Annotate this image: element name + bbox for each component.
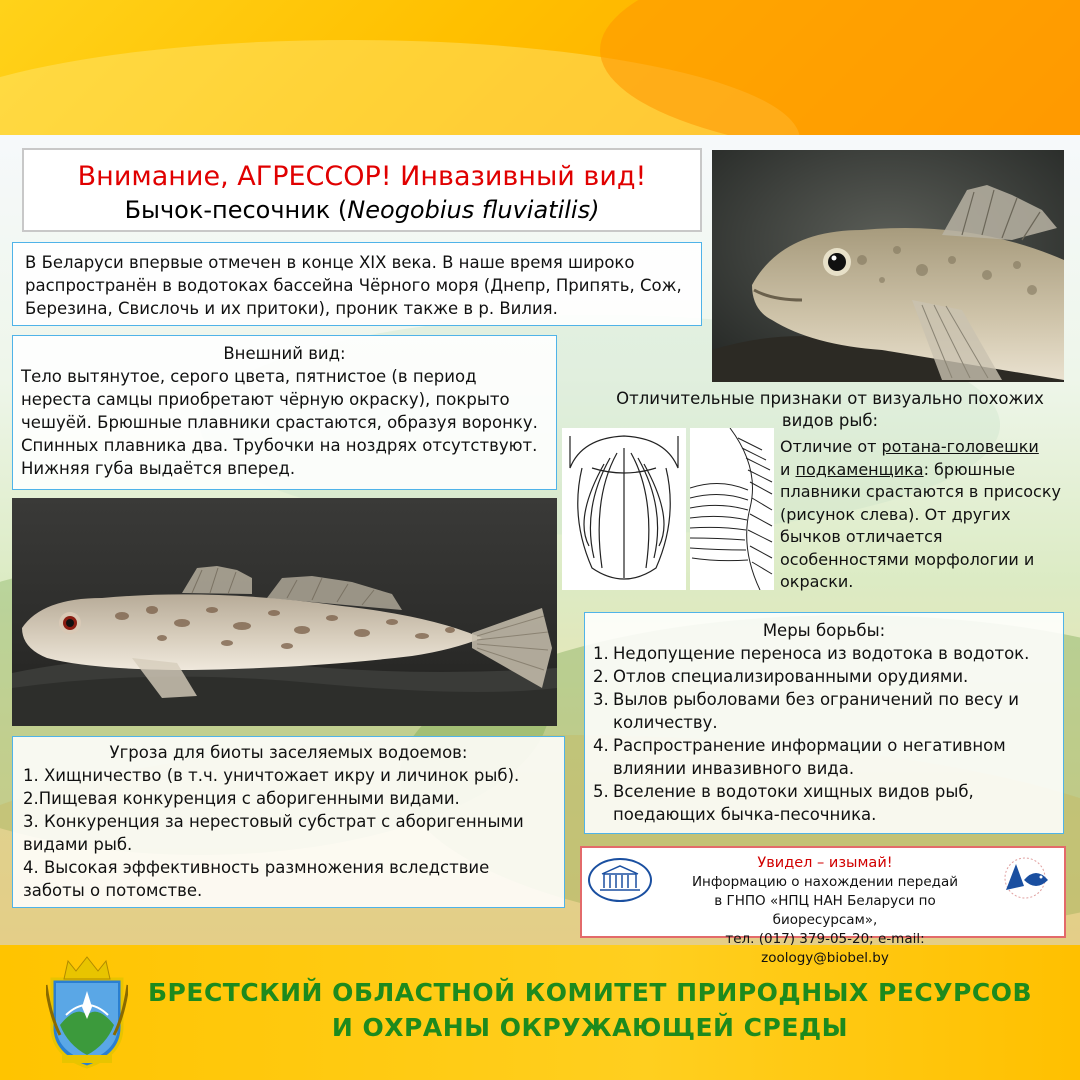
appearance-text: Тело вытянутое, серого цвета, пятнистое (в период нереста самцы приобретают чёрную окраску), покрыто чешуёй. Брюшные плавники срастаются, образуя воронку. Спинных плавника два. Трубочки на ноздрях отсутствуют. Нижняя губа выдаётся вперед. bbox=[21, 367, 538, 478]
measure-number: 3. bbox=[593, 690, 609, 709]
biores-logo bbox=[996, 856, 1054, 900]
contact-line1: Информацию о нахождении передай bbox=[691, 874, 959, 890]
institute-logo bbox=[588, 858, 652, 902]
intro-text: В Беларуси впервые отмечен в конце XIX века. В наше время широко распространён в водотоках бассейна Чёрного моря (Днепр, Припять, Сож, Березина, Свислочь и их притоки), проник также в р. Вилия. bbox=[25, 253, 682, 318]
measure-item bbox=[593, 734, 1055, 780]
decorative-wave bbox=[600, 0, 1080, 135]
measures-list bbox=[593, 642, 1055, 826]
measure-text: Вылов рыболовами без ограничений по весу и количеству. bbox=[613, 690, 1020, 732]
threat-item: 4. Высокая эффективность размножения вследствие заботы о потомстве. bbox=[23, 858, 490, 900]
species-latin-name: Neogobius fluviatilis) bbox=[347, 196, 600, 224]
threats-heading: Угроза для биоты заселяемых водоемов: bbox=[109, 743, 468, 762]
measure-number: 1. bbox=[593, 644, 609, 663]
measure-text: Вселение в водотоки хищных видов рыб, поедающих бычка-песочника. bbox=[613, 782, 974, 824]
fish-head-photo bbox=[712, 150, 1064, 382]
measure-item bbox=[593, 642, 1055, 665]
contact-line3: тел. (017) 379-05-20; e-mail: zoology@biobel.by bbox=[725, 931, 925, 966]
features-heading: Отличительные признаки от визуально похожих видов рыб: bbox=[616, 389, 1044, 430]
title-box bbox=[22, 148, 702, 232]
rotan-link: ротана-головешки bbox=[881, 437, 1039, 456]
contact-line2: в ГНПО «НПЦ НАН Беларуси по биоресурсам», bbox=[714, 893, 936, 928]
fish-side-photo bbox=[12, 498, 557, 726]
threat-item: 1. Хищничество (в т.ч. уничтожает икру и личинок рыб). bbox=[23, 766, 520, 785]
warning-title: Внимание, АГРЕССОР! Инвазивный вид! bbox=[77, 161, 647, 192]
footer-organization bbox=[140, 975, 1040, 1045]
measure-number: 4. bbox=[593, 736, 609, 755]
features-text: Отличие от ротана-головешки и подкаменщика: брюшные плавники срастаются в присоску (рисунок слева). От других бычков отличается особенностями морфологии и окраски. bbox=[780, 437, 1061, 591]
appearance-heading: Внешний вид: bbox=[223, 344, 346, 363]
species-common-name: Бычок-песочник ( bbox=[124, 196, 348, 224]
contact-slogan: Увидел – изымай! bbox=[757, 855, 893, 871]
species-title bbox=[24, 194, 700, 226]
measures-heading: Меры борьбы: bbox=[762, 621, 886, 640]
measure-item bbox=[593, 688, 1055, 734]
committee-emblem bbox=[46, 955, 128, 1071]
footer-line2: И ОХРАНЫ ОКРУЖАЮЩЕЙ СРЕДЫ bbox=[331, 1013, 849, 1042]
intro-box bbox=[12, 242, 702, 326]
footer-line1: БРЕСТСКИЙ ОБЛАСТНОЙ КОМИТЕТ ПРИРОДНЫХ РЕСУРСОВ bbox=[148, 978, 1032, 1007]
contact-box bbox=[580, 846, 1066, 966]
threat-item: 2.Пищевая конкуренция с аборигенными видами. bbox=[23, 789, 460, 808]
sculpin-fin-drawing bbox=[690, 428, 774, 590]
threats-box bbox=[12, 736, 565, 908]
threats-list bbox=[23, 764, 554, 902]
measure-item bbox=[593, 665, 1055, 688]
threat-item: 3. Конкуренция за нерестовый субстрат с аборигенными видами рыб. bbox=[23, 812, 524, 854]
top-yellow-band bbox=[0, 0, 1080, 135]
measures-box bbox=[584, 612, 1064, 834]
measure-item bbox=[593, 780, 1055, 826]
appearance-box bbox=[12, 335, 557, 490]
features-rest: плавники срастаются в присоску (рисунок слева). От других бычков отличается особенностями морфологии и окраски. bbox=[780, 482, 1061, 591]
goby-fin-drawing bbox=[562, 428, 686, 590]
measure-text: Недопущение переноса из водотока в водоток. bbox=[613, 644, 1030, 663]
sculpin-link: подкаменщика bbox=[795, 459, 924, 479]
measure-text: Отлов специализированными орудиями. bbox=[613, 667, 969, 686]
measure-number: 5. bbox=[593, 782, 609, 801]
measure-number: 2. bbox=[593, 667, 609, 686]
measure-text: Распространение информации о негативном влиянии инвазивного вида. bbox=[613, 736, 1006, 778]
